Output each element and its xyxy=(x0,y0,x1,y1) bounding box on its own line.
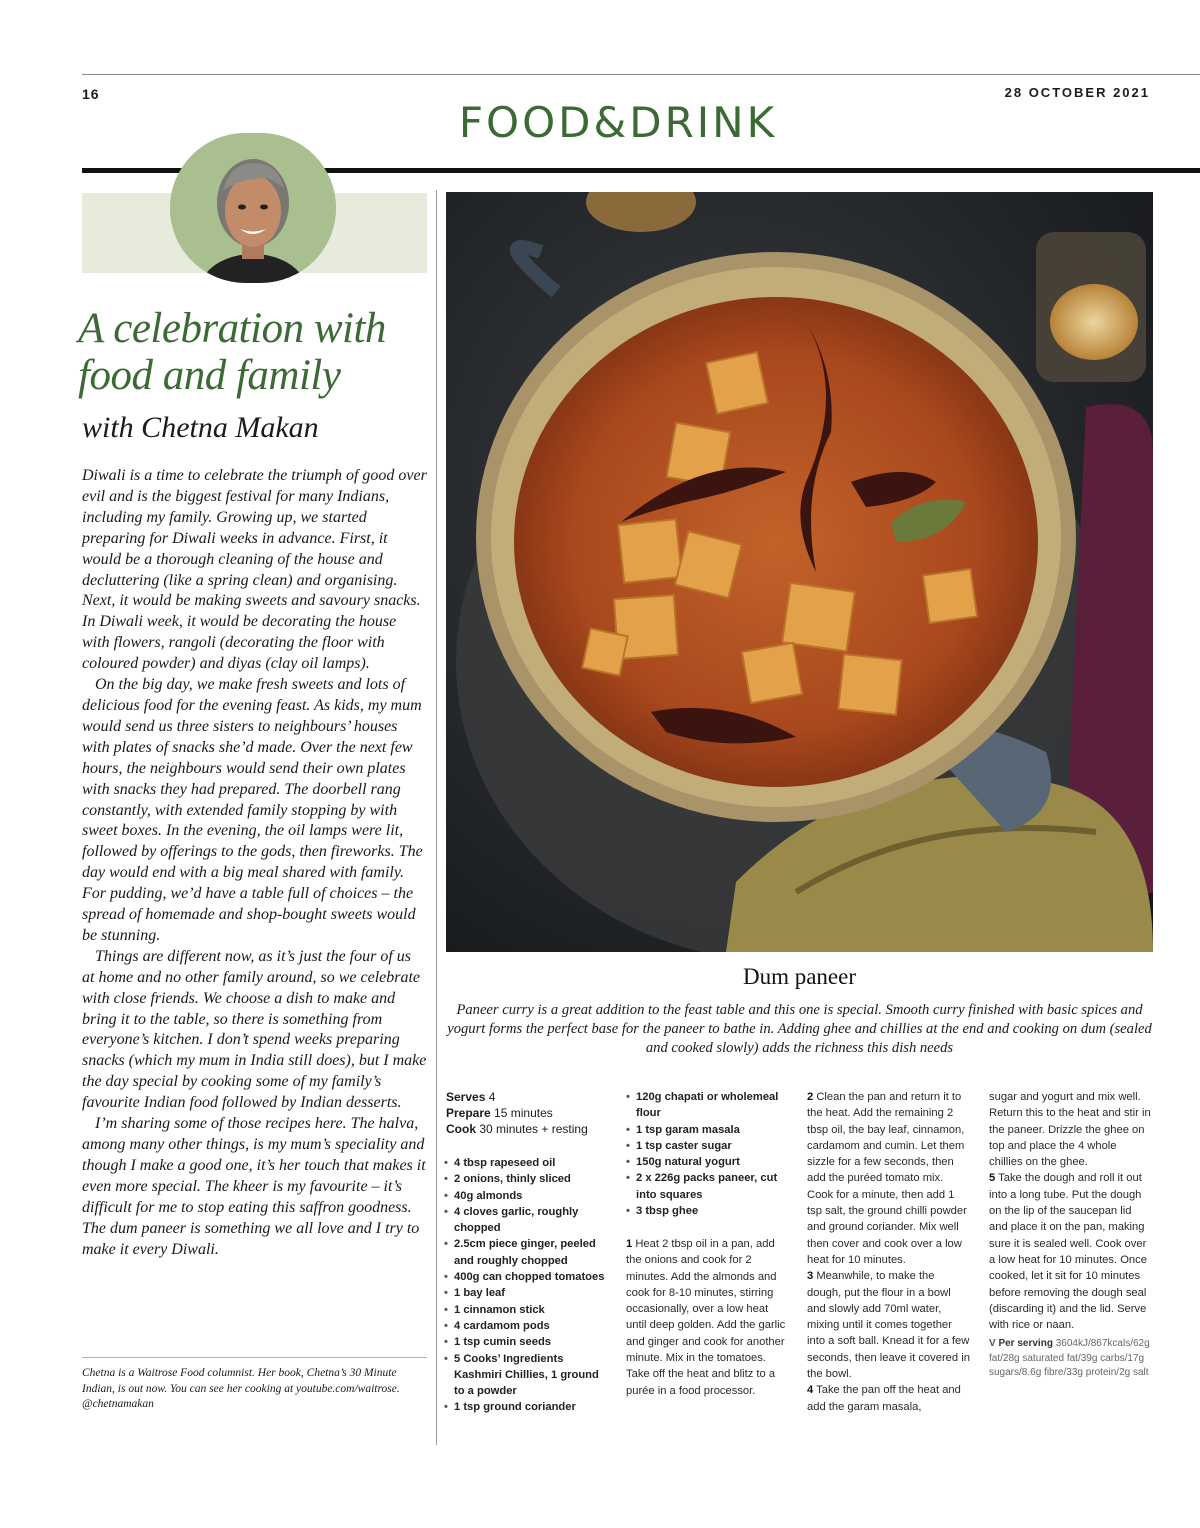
prepare-label: Prepare xyxy=(446,1106,491,1120)
nutrition-label: Per serving xyxy=(998,1338,1053,1350)
ingredients-list-2 xyxy=(626,1089,794,1219)
ingredient-item: • 40g almonds xyxy=(444,1188,612,1204)
headline-line-1: A celebration with xyxy=(78,305,386,352)
method-column-1 xyxy=(626,1236,788,1399)
step-number: 2 xyxy=(807,1091,814,1103)
ingredient-item: • 1 tsp cumin seeds xyxy=(444,1334,612,1350)
paragraph: Things are different now, as it’s just the four of us at home and no other family around, so we celebrate with close friends. We choose a dish to make and bring it to the table, so there is something from everyone’s kitchen. I don’t spend weeks preparing snacks (which my mum in India still does), but I make the day special by cooking some of my family’s favourite Indian food followed by Indian desserts. xyxy=(82,947,427,1112)
method-step-continued xyxy=(989,1089,1153,1170)
ingredient-item: • 2 x 226g packs paneer, cut into squares xyxy=(626,1170,794,1203)
vegetarian-mark: V xyxy=(989,1338,996,1350)
recipe-intro: Paneer curry is a great addition to the feast table and this one is special. Smooth curry finished with basic spices and yogurt forms the perfect base for the paneer to bathe in. Adding ghee and chillies at the end and cooking on dum (sealed and cooked slowly) adds the richness this dish needs xyxy=(447,1002,1152,1056)
step-text: Heat 2 tbsp oil in a pan, add the onions and cook for 2 minutes. Add the almonds and cook for 8-10 minutes, stirring occasionally, over a low heat until deep golden. Add the garlic and ginger and cook for another minute. Mix in the tomatoes. Take off the heat and blitz to a purée in a food processor. xyxy=(626,1238,786,1397)
dum-paneer-photo xyxy=(446,192,1153,952)
step-text: Take the pan off the heat and add the garam masala, xyxy=(807,1384,961,1413)
ingredient-item: • 2.5cm piece ginger, peeled and roughly chopped xyxy=(444,1236,612,1269)
step-text: sugar and yogurt and mix well. Return this to the heat and stir in the paneer. Drizzle the ghee on top and place the 4 whole chillies on the ghee. xyxy=(989,1091,1151,1169)
step-number: 1 xyxy=(626,1238,633,1250)
byline: with Chetna Makan xyxy=(82,411,319,444)
ingredient-item: • 1 bay leaf xyxy=(444,1285,612,1301)
prepare-row xyxy=(446,1105,616,1121)
cook-row xyxy=(446,1121,616,1137)
ingredient-item: • 5 Cooks’ Ingredients Kashmiri Chillies, 1 ground to a powder xyxy=(444,1351,612,1400)
ingredient-item: • 150g natural yogurt xyxy=(626,1154,794,1170)
ingredient-item: • 400g can chopped tomatoes xyxy=(444,1269,612,1285)
column-divider xyxy=(436,190,437,1445)
nutrition-values: 3604kJ/867kcals/62g fat/28g saturated fat/39g carbs/17g sugars/8.6g fibre/33g protein/2g salt xyxy=(989,1338,1150,1379)
prepare-value: 15 minutes xyxy=(494,1106,553,1120)
method-step xyxy=(626,1236,788,1399)
nutrition-info xyxy=(989,1337,1153,1381)
author-portrait xyxy=(170,133,336,283)
step-number: 4 xyxy=(807,1384,814,1397)
serves-value: 4 xyxy=(488,1090,496,1104)
step-number: 5 xyxy=(989,1172,996,1185)
recipe-meta xyxy=(446,1089,616,1137)
article-body xyxy=(82,466,427,1260)
method-column-3 xyxy=(989,1089,1153,1381)
ingredient-item: • 4 cloves garlic, roughly chopped xyxy=(444,1204,612,1237)
article-headline xyxy=(78,305,428,399)
ingredient-item: • 120g chapati or wholemeal flour xyxy=(626,1089,794,1122)
headline-line-2: food and family xyxy=(78,352,341,399)
ingredient-item: • 1 tsp ground coriander xyxy=(444,1399,612,1415)
step-text: Clean the pan and return it to the heat. Add the remaining 2 tbsp oil, the bay leaf, cinnamon, cardamom and cumin. Let them sizzle for a few seconds, then add the puréed tomato mix. Cook for a minute, then add 1 tsp salt, the ground chilli powder and ground coriander. Mix well then cover and cook over a low heat for 10 minutes. xyxy=(807,1091,967,1266)
serves-label: Serves xyxy=(446,1090,486,1104)
ingredient-item: • 3 tbsp ghee xyxy=(626,1203,794,1219)
ingredient-item: • 1 cinnamon stick xyxy=(444,1302,612,1318)
paragraph: Diwali is a time to celebrate the triumph of good over evil and is the biggest festival for many Indians, including my family. Growing up, we started preparing for Diwali weeks in advance. First, it would be a thorough cleaning of the house and decluttering (like a spring clean) and organising. Next, it would be making sweets and savoury snacks. In Diwali week, it would be decorating the house with flowers, rangoli (decorating the floor with coloured powder) and diyas (clay oil lamps). xyxy=(82,467,427,673)
cook-label: Cook xyxy=(446,1122,476,1136)
paragraph: On the big day, we make fresh sweets and lots of delicious food for the evening feast. As kids, my mum would send us three sisters to neighbours’ houses with plates of snacks she’d made. Over the next few hours, the neighbours would send their own plates with snacks they had prepared. The doorbell rang constantly, with extended family stopping by with sweet boxes. In the evening, the oil lamps were lit, followed by offerings to the gods, then fireworks. The day would end with a big meal shared with family. For pudding, we’d have a table full of choices – the spread of homemade and shop-bought sweets would be stunning. xyxy=(82,676,423,944)
step-text: Take the dough and roll it out into a long tube. Put the dough on the lip of the saucepan lid and place it on the pan, making sure it is sealed well. Cook over a low heat for 10 minutes. Once cooked, let it sit for 10 minutes before removing the dough seal (discarding it) and the lid. Serve with rice or naan. xyxy=(989,1172,1147,1332)
top-rule xyxy=(82,74,1200,75)
method-step xyxy=(807,1089,971,1268)
step-text: Meanwhile, to make the dough, put the flour in a bowl and slowly add 70ml water, mixing until it comes together into a soft ball. Knead it for a few seconds, then leave it covered in the bowl. xyxy=(807,1270,970,1381)
ingredient-item: • 4 tbsp rapeseed oil xyxy=(444,1155,612,1171)
ingredient-item: • 2 onions, thinly sliced xyxy=(444,1171,612,1187)
method-step xyxy=(807,1268,971,1382)
author-bio: Chetna is a Waitrose Food columnist. Her book, Chetna’s 30 Minute Indian, is out now. You can see her cooking at youtube.com/waitrose. @chetnamakan xyxy=(82,1367,400,1410)
method-column-2 xyxy=(807,1089,971,1415)
step-number: 3 xyxy=(807,1270,814,1283)
cook-value: 30 minutes + resting xyxy=(479,1122,588,1136)
recipe-title: Dum paneer xyxy=(742,964,857,989)
issue-date: 28 OCTOBER 2021 xyxy=(1004,85,1150,100)
ingredient-item: • 4 cardamom pods xyxy=(444,1318,612,1334)
ingredient-item: • 1 tsp garam masala xyxy=(626,1122,794,1138)
paragraph: I’m sharing some of those recipes here. The halva, among many other things, is my mum’s speciality and though I make a good one, it’s her touch that makes it even more special. The kheer is my favourite – it’s difficult for me to stop eating this saffron goodness. The dum paneer is something we all love and I try to make it every Diwali. xyxy=(82,1115,426,1258)
method-step xyxy=(807,1382,971,1415)
serves-row xyxy=(446,1089,616,1105)
section-title: FOOD&DRINK xyxy=(458,98,778,147)
method-step xyxy=(989,1170,1153,1333)
bio-rule xyxy=(82,1357,427,1358)
ingredients-list-1 xyxy=(444,1155,612,1416)
ingredient-item: • 1 tsp caster sugar xyxy=(626,1138,794,1154)
page-number: 16 xyxy=(82,86,100,102)
